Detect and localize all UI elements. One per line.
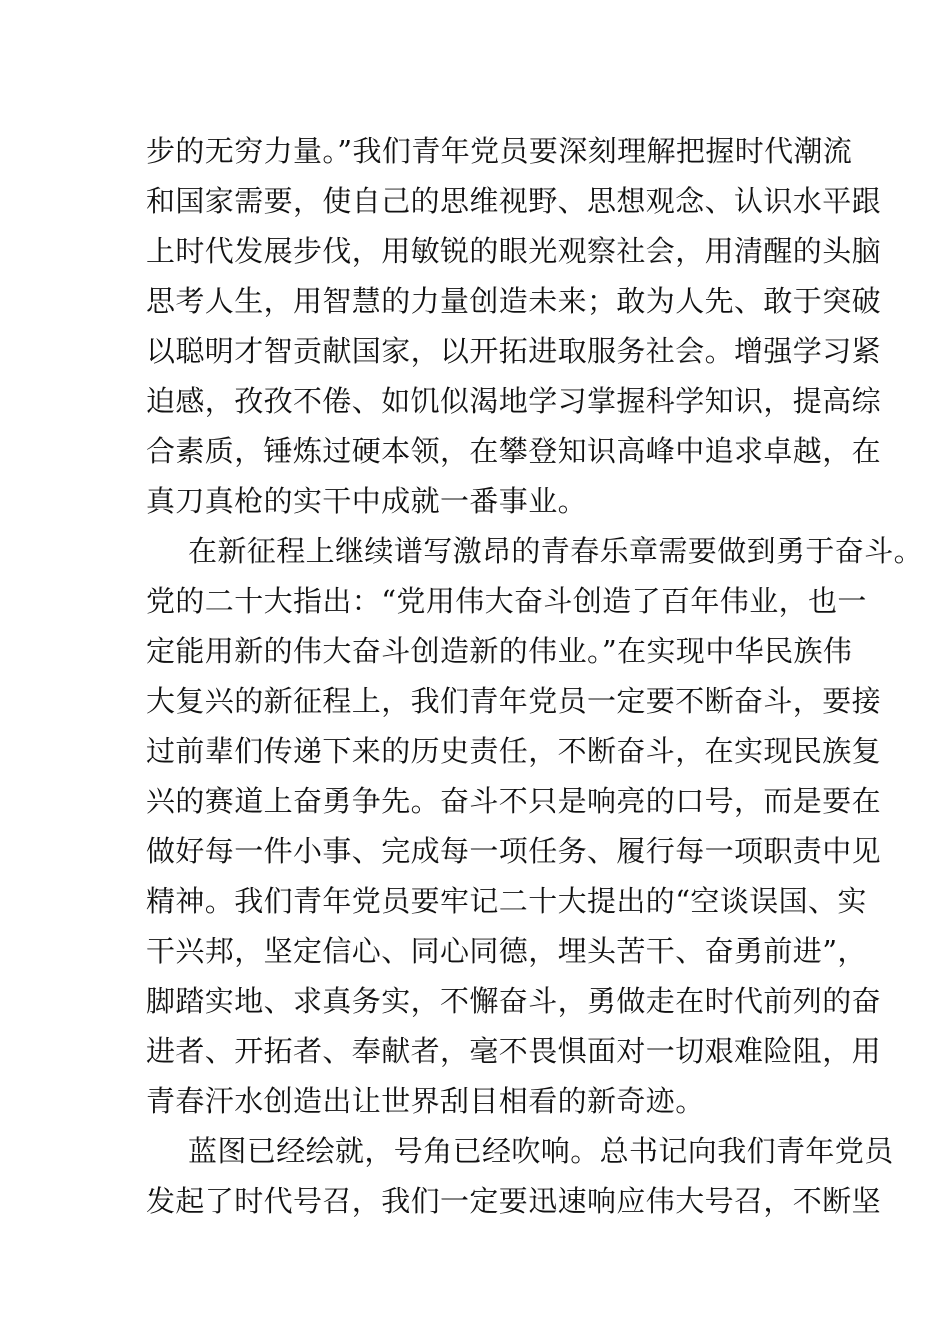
paragraph-first-line: 蓝图已经绘就，号角已经吹响。总书记向我们青年党员: [188, 1134, 894, 1168]
text-line: 干兴邦，坚定信心、同心同德，埋头苦干、奋勇前进”，: [146, 934, 867, 968]
text-line: 做好每一件小事、完成每一项任务、履行每一项职责中见: [146, 834, 882, 868]
text-line: 兴的赛道上奋勇争先。奋斗不只是响亮的口号，而是要在: [146, 784, 882, 818]
text-line: 迫感，孜孜不倦、如饥似渴地学习掌握科学知识，提高综: [146, 384, 882, 418]
text-line: 过前辈们传递下来的历史责任，不断奋斗，在实现民族复: [146, 734, 882, 768]
text-line: 青春汗水创造出让世界刮目相看的新奇迹。: [146, 1084, 705, 1118]
text-line: 大复兴的新征程上，我们青年党员一定要不断奋斗，要接: [146, 684, 882, 718]
text-line: 步的无穷力量。”我们青年党员要深刻理解把握时代潮流: [146, 134, 853, 168]
text-line: 脚踏实地、求真务实，不懈奋斗，勇做走在时代前列的奋: [146, 984, 882, 1018]
text-line: 发起了时代号召，我们一定要迅速响应伟大号召，不断坚: [146, 1184, 882, 1218]
text-line: 合素质，锤炼过硬本领，在攀登知识高峰中追求卓越，在: [146, 434, 882, 468]
text-line: 和国家需要，使自己的思维视野、思想观念、认识水平跟: [146, 184, 882, 218]
text-line: 思考人生，用智慧的力量创造未来；敢为人先、敢于突破: [146, 284, 882, 318]
text-line: 上时代发展步伐，用敏锐的眼光观察社会，用清醒的头脑: [146, 234, 882, 268]
text-line: 以聪明才智贡献国家，以开拓进取服务社会。增强学习紧: [146, 334, 882, 368]
text-line: 定能用新的伟大奋斗创造新的伟业。”在实现中华民族伟: [146, 634, 853, 668]
text-line: 党的二十大指出：“党用伟大奋斗创造了百年伟业，也一: [146, 584, 867, 618]
paragraph-first-line: 在新征程上继续谱写激昂的青春乐章需要做到勇于奋斗。: [188, 534, 924, 568]
text-line: 进者、开拓者、奉献者，毫不畏惧面对一切艰难险阻，用: [146, 1034, 882, 1068]
text-line: 真刀真枪的实干中成就一番事业。: [146, 484, 588, 518]
text-line: 精神。我们青年党员要牢记二十大提出的“空谈误国、实: [146, 884, 867, 918]
